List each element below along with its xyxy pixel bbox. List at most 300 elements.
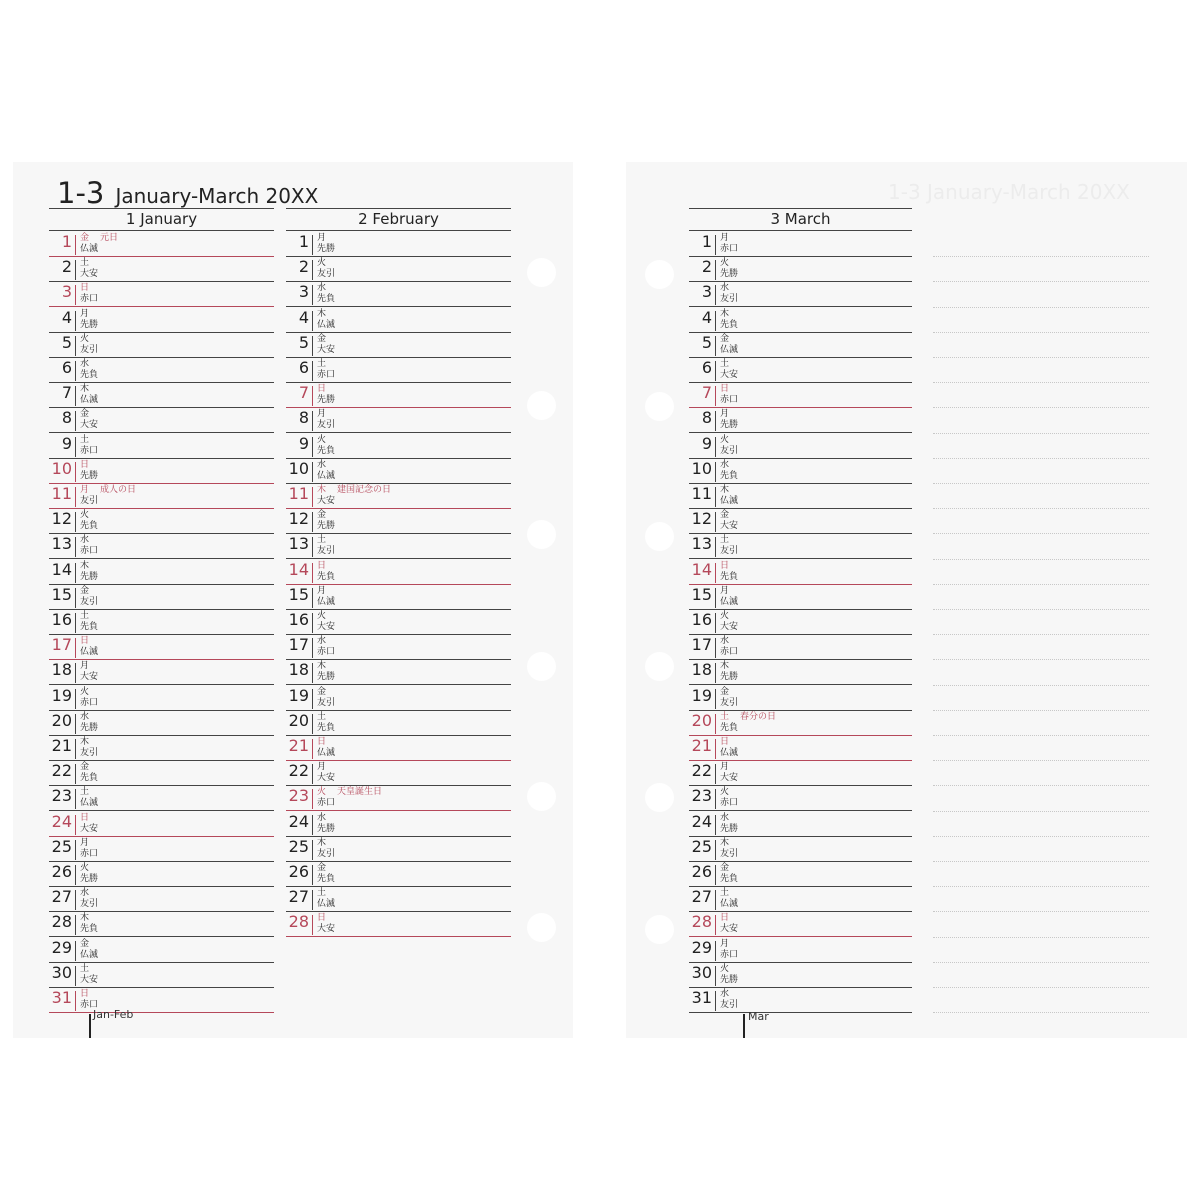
day-row[interactable] (49, 811, 274, 837)
day-row[interactable] (689, 987, 912, 1013)
day-divider (75, 663, 76, 683)
day-number: 7 (61, 383, 72, 403)
day-number: 25 (51, 836, 72, 856)
day-row[interactable] (49, 634, 274, 660)
day-number: 12 (288, 509, 309, 529)
rokuyo-label: 先負 (80, 924, 99, 935)
day-divider (75, 890, 76, 910)
day-row[interactable] (286, 609, 511, 635)
day-row[interactable] (49, 836, 274, 862)
day-row[interactable] (49, 937, 274, 963)
day-divider (312, 739, 313, 759)
day-divider (715, 689, 716, 709)
rokuyo-label: 仏滅 (317, 470, 336, 481)
day-row[interactable] (689, 382, 912, 408)
day-row[interactable] (286, 659, 511, 685)
day-number: 25 (288, 836, 309, 856)
rokuyo-label: 仏滅 (317, 899, 336, 910)
day-number: 13 (51, 534, 72, 554)
day-number: 30 (691, 962, 712, 982)
day-of-week: 水 (80, 711, 90, 722)
day-divider (312, 689, 313, 709)
day-number: 10 (51, 458, 72, 478)
day-of-week: 金 (80, 409, 90, 420)
day-number: 5 (701, 332, 712, 352)
day-of-week: 日 (80, 459, 90, 470)
day-of-week: 木 (80, 384, 90, 395)
day-divider (75, 336, 76, 356)
day-row[interactable] (49, 357, 274, 383)
rokuyo-label: 友引 (80, 748, 99, 758)
day-row[interactable] (286, 433, 511, 459)
day-row[interactable] (49, 307, 274, 333)
day-row[interactable] (689, 407, 912, 433)
day-row[interactable] (49, 483, 274, 509)
day-row[interactable] (286, 886, 511, 912)
day-number: 7 (701, 383, 712, 403)
day-number: 18 (691, 660, 712, 680)
day-divider (75, 941, 76, 961)
day-of-week: 水 (720, 989, 730, 999)
rokuyo-label: 赤口 (80, 445, 99, 456)
binder-hole (527, 391, 556, 420)
day-divider (715, 361, 716, 381)
day-row[interactable] (689, 710, 912, 736)
day-divider (75, 815, 76, 835)
day-number: 27 (691, 887, 712, 907)
day-row[interactable] (689, 508, 912, 534)
day-number: 27 (288, 887, 309, 907)
rokuyo-label: 友引 (720, 546, 739, 557)
month-header: 1 January (49, 208, 274, 231)
day-of-week: 水 (317, 283, 327, 294)
day-row[interactable] (286, 685, 511, 711)
heading-title: January-March 20XX (115, 184, 319, 208)
day-number: 17 (288, 635, 309, 655)
day-of-week: 金 (317, 510, 327, 521)
day-of-week: 土 (317, 888, 327, 899)
day-row[interactable] (49, 962, 274, 988)
day-divider (312, 512, 313, 532)
day-of-week: 土 (720, 888, 730, 899)
day-row[interactable] (286, 382, 511, 408)
day-row[interactable] (689, 911, 912, 937)
rokuyo-label: 仏滅 (720, 344, 739, 355)
day-of-week: 日 (720, 737, 730, 747)
day-divider (312, 613, 313, 633)
binder-hole (645, 260, 674, 289)
day-of-week: 土 (80, 787, 90, 798)
note-line (933, 559, 1149, 560)
page-heading (57, 176, 318, 210)
binder-hole (527, 258, 556, 287)
day-of-week: 月 (317, 585, 327, 596)
rokuyo-label: 先負 (720, 571, 739, 582)
rokuyo-label: 大安 (720, 521, 739, 532)
day-number: 15 (691, 584, 712, 604)
day-row[interactable] (689, 231, 912, 257)
day-number: 17 (51, 635, 72, 655)
left-planner-page (13, 162, 573, 1038)
day-row[interactable] (689, 281, 912, 307)
rokuyo-label: 先勝 (80, 319, 99, 330)
day-of-week: 日 (720, 560, 730, 571)
note-line (933, 458, 1149, 459)
binder-hole (527, 520, 556, 549)
day-row[interactable] (689, 735, 912, 761)
day-number: 11 (288, 484, 309, 503)
day-row[interactable] (689, 836, 912, 862)
note-line (933, 836, 1149, 837)
day-row[interactable] (49, 533, 274, 559)
day-number: 28 (691, 912, 712, 932)
day-number: 14 (288, 559, 309, 579)
day-of-week: 土 (80, 963, 90, 974)
rokuyo-label: 友引 (720, 1000, 739, 1010)
day-of-week: 火 (720, 963, 730, 974)
day-row[interactable] (49, 559, 274, 585)
day-row[interactable] (689, 962, 912, 988)
day-row[interactable] (49, 407, 274, 433)
day-number: 13 (691, 534, 712, 554)
rokuyo-label: 先負 (80, 773, 99, 784)
day-row[interactable] (49, 433, 274, 459)
month-header: 2 February (286, 208, 511, 231)
day-of-week: 月 (317, 233, 327, 243)
note-line (933, 533, 1149, 534)
day-row[interactable] (286, 256, 511, 282)
rokuyo-label: 友引 (80, 344, 99, 355)
day-row[interactable] (286, 483, 511, 509)
note-line (933, 861, 1149, 862)
day-of-week: 月 (720, 409, 730, 420)
day-divider (715, 411, 716, 431)
rokuyo-label: 仏滅 (317, 596, 336, 607)
day-row[interactable] (286, 307, 511, 333)
rokuyo-label: 仏滅 (80, 244, 99, 254)
rokuyo-label: 先勝 (720, 974, 739, 985)
rokuyo-label: 仏滅 (720, 496, 739, 506)
day-number: 21 (51, 736, 72, 755)
index-tab-label: Jan-Feb (93, 1008, 134, 1021)
rokuyo-label: 友引 (317, 848, 336, 859)
day-number: 19 (288, 685, 309, 705)
day-row[interactable] (286, 332, 511, 358)
day-row[interactable] (49, 332, 274, 358)
show-through-heading: 1-3 January-March 20XX (888, 180, 1130, 204)
day-number: 8 (298, 408, 309, 428)
day-number: 20 (691, 710, 712, 730)
day-row[interactable] (49, 256, 274, 282)
day-divider (312, 815, 313, 835)
day-row[interactable] (286, 357, 511, 383)
rokuyo-label: 赤口 (317, 370, 336, 380)
day-divider (75, 764, 76, 784)
rokuyo-label: 大安 (80, 823, 99, 834)
day-row[interactable] (49, 861, 274, 887)
day-row[interactable] (286, 508, 511, 534)
day-divider (75, 285, 76, 305)
rokuyo-label: 赤口 (80, 848, 99, 859)
day-row[interactable] (689, 458, 912, 484)
day-number: 24 (691, 811, 712, 831)
day-row[interactable] (689, 659, 912, 685)
day-number: 2 (61, 257, 72, 277)
note-line (933, 433, 1149, 434)
day-number: 16 (288, 610, 309, 629)
day-divider (715, 915, 716, 935)
day-number: 22 (51, 761, 72, 781)
day-of-week: 水 (720, 636, 730, 647)
day-of-week: 土 (720, 535, 730, 546)
holiday-label: 天皇誕生日 (337, 787, 383, 798)
day-of-week: 木 (317, 485, 327, 495)
day-number: 29 (51, 937, 72, 957)
day-number: 4 (701, 307, 712, 327)
day-row[interactable] (286, 785, 511, 811)
day-number: 19 (51, 685, 72, 705)
note-line (933, 886, 1149, 887)
rokuyo-label: 大安 (720, 370, 739, 380)
day-divider (715, 462, 716, 482)
day-divider (715, 437, 716, 457)
day-row[interactable] (689, 937, 912, 963)
day-divider (312, 437, 313, 457)
day-number: 6 (701, 358, 712, 377)
day-number: 6 (61, 358, 72, 377)
day-of-week: 月 (720, 585, 730, 596)
rokuyo-label: 先勝 (80, 722, 99, 733)
day-row[interactable] (286, 710, 511, 736)
day-row[interactable] (689, 609, 912, 635)
day-row[interactable] (49, 735, 274, 761)
day-row[interactable] (689, 886, 912, 912)
day-number: 18 (288, 660, 309, 680)
day-divider (312, 563, 313, 583)
day-divider (715, 563, 716, 583)
day-number: 7 (298, 383, 309, 403)
day-row[interactable] (49, 987, 274, 1013)
day-of-week: 木 (317, 661, 327, 672)
day-row[interactable] (286, 407, 511, 433)
note-line (933, 987, 1149, 988)
day-row[interactable] (689, 861, 912, 887)
day-row[interactable] (286, 836, 511, 862)
day-of-week: 日 (80, 636, 90, 647)
day-row[interactable] (286, 911, 511, 937)
day-row[interactable] (49, 710, 274, 736)
day-of-week: 土 (720, 711, 730, 722)
day-of-week: 金 (80, 233, 90, 243)
day-row[interactable] (286, 634, 511, 660)
day-row[interactable] (689, 785, 912, 811)
day-of-week: 土 (317, 359, 327, 369)
day-divider (75, 235, 76, 255)
day-number: 4 (298, 307, 309, 327)
day-number: 4 (61, 307, 72, 327)
rokuyo-label: 先負 (720, 319, 739, 330)
day-row[interactable] (49, 231, 274, 257)
day-row[interactable] (286, 533, 511, 559)
day-divider (75, 512, 76, 532)
day-row[interactable] (689, 559, 912, 585)
rokuyo-label: 仏滅 (317, 748, 336, 758)
day-row[interactable] (49, 382, 274, 408)
day-row[interactable] (286, 559, 511, 585)
rokuyo-label: 赤口 (720, 647, 739, 658)
day-of-week: 土 (80, 611, 90, 621)
note-line (933, 256, 1149, 257)
index-tab-label: Mar (748, 1010, 769, 1023)
rokuyo-label: 先勝 (80, 571, 99, 582)
day-of-week: 火 (720, 258, 730, 269)
day-number: 17 (691, 635, 712, 655)
note-line (933, 382, 1149, 383)
day-row[interactable] (49, 785, 274, 811)
day-of-week: 火 (80, 510, 90, 521)
day-row[interactable] (49, 609, 274, 635)
rokuyo-label: 先負 (317, 294, 336, 305)
day-divider (75, 789, 76, 809)
rokuyo-label: 大安 (720, 773, 739, 784)
day-of-week: 水 (80, 535, 90, 546)
day-row[interactable] (689, 760, 912, 786)
day-divider (75, 437, 76, 457)
day-of-week: 月 (80, 308, 90, 319)
day-of-week: 水 (720, 283, 730, 294)
day-row[interactable] (49, 458, 274, 484)
day-row[interactable] (689, 483, 912, 509)
day-row[interactable] (49, 911, 274, 937)
day-row[interactable] (49, 508, 274, 534)
rokuyo-label: 先勝 (317, 395, 336, 406)
note-line (933, 911, 1149, 912)
day-divider (312, 311, 313, 331)
day-of-week: 水 (720, 459, 730, 470)
day-of-week: 土 (80, 258, 90, 269)
day-row[interactable] (286, 861, 511, 887)
day-of-week: 金 (720, 333, 730, 344)
day-row[interactable] (286, 735, 511, 761)
day-divider (312, 915, 313, 935)
day-of-week: 金 (317, 333, 327, 344)
day-divider (715, 512, 716, 532)
day-of-week: 火 (80, 686, 90, 697)
day-divider (715, 285, 716, 305)
day-row[interactable] (286, 231, 511, 257)
note-line (933, 1012, 1149, 1013)
day-of-week: 日 (720, 384, 730, 395)
heading-month-range: 1-3 (57, 176, 105, 210)
day-of-week: 月 (317, 409, 327, 420)
holiday-label: 元日 (100, 233, 119, 243)
rokuyo-label: 赤口 (80, 546, 99, 557)
day-divider (312, 588, 313, 608)
day-row[interactable] (49, 584, 274, 610)
day-divider (312, 789, 313, 809)
rokuyo-label: 先負 (80, 521, 99, 532)
rokuyo-label: 先負 (80, 370, 99, 380)
day-of-week: 土 (720, 359, 730, 369)
note-line (933, 483, 1149, 484)
day-of-week: 水 (317, 636, 327, 647)
day-row[interactable] (286, 584, 511, 610)
day-row[interactable] (49, 685, 274, 711)
day-row[interactable] (49, 886, 274, 912)
day-row[interactable] (286, 760, 511, 786)
index-tab-marker (89, 1014, 91, 1038)
day-row[interactable] (49, 659, 274, 685)
day-divider (715, 260, 716, 280)
day-divider (715, 487, 716, 507)
day-of-week: 金 (80, 585, 90, 596)
day-of-week: 月 (720, 233, 730, 243)
day-row[interactable] (689, 685, 912, 711)
day-row[interactable] (689, 332, 912, 358)
day-of-week: 日 (317, 560, 327, 571)
note-line (933, 508, 1149, 509)
rokuyo-label: 先負 (317, 722, 336, 733)
day-row[interactable] (286, 281, 511, 307)
day-divider (312, 638, 313, 658)
day-row[interactable] (689, 811, 912, 837)
day-of-week: 木 (80, 913, 90, 924)
day-divider (75, 411, 76, 431)
day-row[interactable] (689, 256, 912, 282)
day-row[interactable] (689, 634, 912, 660)
day-row[interactable] (689, 433, 912, 459)
day-divider (715, 941, 716, 961)
day-of-week: 水 (317, 459, 327, 470)
day-number: 3 (61, 282, 72, 302)
month-header: 3 March (689, 208, 912, 231)
rokuyo-label: 友引 (317, 269, 336, 280)
note-line (933, 659, 1149, 660)
note-line (933, 281, 1149, 282)
day-divider (312, 663, 313, 683)
rokuyo-label: 仏滅 (80, 647, 99, 658)
day-divider (75, 991, 76, 1011)
day-divider (312, 386, 313, 406)
note-line (933, 760, 1149, 761)
rokuyo-label: 大安 (317, 924, 336, 935)
day-of-week: 月 (80, 485, 90, 495)
day-row[interactable] (689, 533, 912, 559)
note-line (933, 407, 1149, 408)
day-row[interactable] (286, 458, 511, 484)
day-row[interactable] (49, 281, 274, 307)
rokuyo-label: 友引 (80, 496, 99, 506)
day-number: 27 (51, 887, 72, 907)
binder-hole (527, 652, 556, 681)
day-number: 10 (691, 458, 712, 478)
rokuyo-label: 赤口 (317, 647, 336, 658)
day-of-week: 木 (317, 308, 327, 319)
day-of-week: 水 (80, 359, 90, 369)
rokuyo-label: 大安 (720, 622, 739, 632)
day-divider (75, 840, 76, 860)
day-row[interactable] (49, 760, 274, 786)
day-number: 2 (701, 257, 712, 277)
day-of-week: 水 (80, 888, 90, 899)
day-row[interactable] (689, 584, 912, 610)
day-row[interactable] (689, 307, 912, 333)
day-row[interactable] (689, 357, 912, 383)
binder-hole (527, 782, 556, 811)
day-row[interactable] (286, 811, 511, 837)
day-divider (75, 386, 76, 406)
rokuyo-label: 先勝 (317, 244, 336, 254)
